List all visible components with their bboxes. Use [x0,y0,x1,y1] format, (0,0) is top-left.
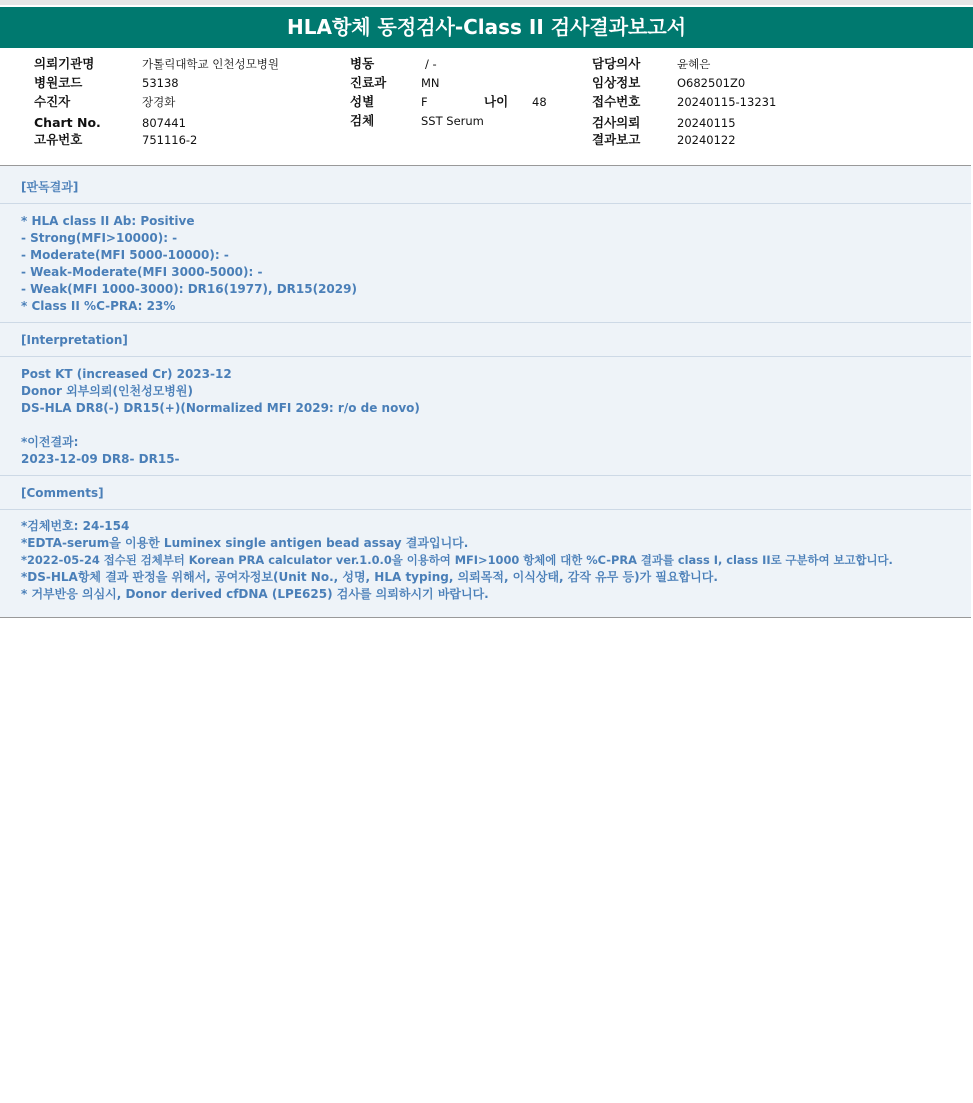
specimen-label: 검체 [350,113,375,128]
comment-line: *EDTA-serum을 이용한 Luminex single antigen bead assay 결과입니다. [21,536,469,550]
interpretation-line: DS-HLA DR8(-) DR15(+)(Normalized MFI 2029: r/o de novo) [21,401,420,415]
accession-no-label: 접수번호 [592,94,641,109]
ward-value: / - [425,57,437,71]
clinical-info-value: O682501Z0 [677,76,746,90]
result-line: - Moderate(MFI 5000-10000): - [21,248,229,262]
doctor-label: 담당의사 [592,56,641,71]
sex-label: 성별 [350,94,375,109]
comments-content [21,518,966,603]
report-body [0,165,971,618]
institution-label: 의뢰기관명 [34,56,95,71]
result-report-value: 20240122 [677,133,736,147]
hospital-code-label: 병원코드 [34,75,83,90]
test-request-value: 20240115 [677,116,736,130]
result-report-label: 결과보고 [592,132,641,147]
ward-label: 병동 [350,56,375,71]
specimen-value: SST Serum [421,114,484,128]
patient-name-label: 수진자 [34,94,71,109]
result-content [21,213,966,315]
doctor-value: 윤혜은 [677,57,711,71]
institution-value: 가톨릭대학교 인천성모병원 [142,57,279,71]
result-header: [판독결과] [21,180,79,194]
comment-line: *검체번호: 24-154 [21,519,130,533]
comment-line: *2022-05-24 접수된 검체부터 Korean PRA calculator ver.1.0.0을 이용하여 MFI>1000 항체에 대한 %C-PRA 결과를 class I, class II로 구분하여 보고합니다. [21,553,893,567]
result-line: * HLA class II Ab: Positive [21,214,195,228]
result-line: - Weak-Moderate(MFI 3000-5000): - [21,265,263,279]
hospital-code-value: 53138 [142,76,179,90]
interpretation-header: [Interpretation] [21,333,128,347]
comment-line: *DS-HLA항체 결과 판정을 위해서, 공여자정보(Unit No., 성명, HLA typing, 의뢰목적, 이식상태, 감작 유무 등)가 필요합니다. [21,570,718,584]
interpretation-line [21,417,966,434]
interpretation-line: Post KT (increased Cr) 2023-12 [21,367,232,381]
unique-no-value: 751116-2 [142,133,198,147]
interpretation-line: Donor 외부의뢰(인천성모병원) [21,384,193,398]
patient-info [0,48,973,164]
unique-no-label: 고유번호 [34,132,83,147]
test-request-label: 검사의뢰 [592,115,641,130]
result-line: - Strong(MFI>10000): - [21,231,178,245]
divider [0,322,971,323]
comments-header: [Comments] [21,486,104,500]
divider [0,475,971,476]
result-line: * Class II %C-PRA: 23% [21,299,176,313]
age-value: 48 [532,95,547,109]
result-line: - Weak(MFI 1000-3000): DR16(1977), DR15(2029) [21,282,357,296]
interpretation-content [21,366,966,468]
interpretation-line: *이전결과: [21,435,79,449]
department-label: 진료과 [350,75,387,90]
clinical-info-label: 임상정보 [592,75,641,90]
divider [0,356,971,357]
divider [0,509,971,510]
divider [0,203,971,204]
top-border [0,0,973,5]
report-title: HLA항체 동정검사-Class II 검사결과보고서 [0,7,973,48]
department-value: MN [421,76,440,90]
chart-no-label: Chart No. [34,115,101,130]
comment-line: * 거부반응 의심시, Donor derived cfDNA (LPE625) 검사를 의뢰하시기 바랍니다. [21,587,489,601]
chart-no-value: 807441 [142,116,186,130]
patient-name-value: 장경화 [142,95,176,109]
age-label: 나이 [484,94,509,109]
sex-value: F [421,95,428,109]
accession-no-value: 20240115-13231 [677,95,777,109]
interpretation-line: 2023-12-09 DR8- DR15- [21,452,180,466]
